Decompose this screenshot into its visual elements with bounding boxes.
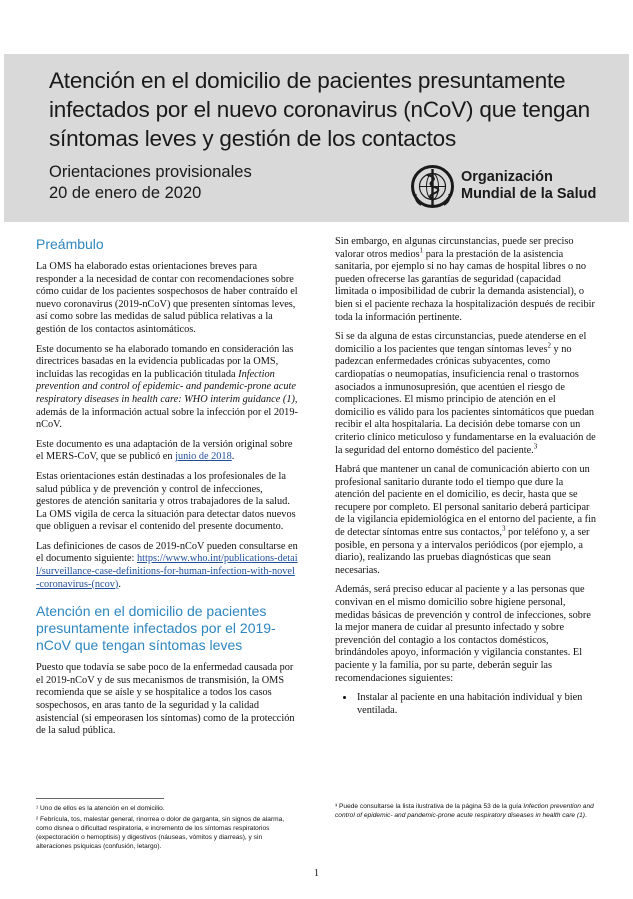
paragraph: Además, será preciso educar al paciente y a las personas que convivan en el mismo domicilio sobre higiene personal, medidas básicas de prevención y control de infecciones, sobre la mejor manera de cuidar al presunto infectado y sobre prevención del contagio a los contactos domésticos, brindándoles apoyo, información y vigilancia constantes. El paciente y la familia, por su parte, deberán seguir las recomendaciones siguientes: xyxy=(335,584,591,684)
paragraph: Las definiciones de casos de 2019-nCoV pueden consultarse en el documento siguiente: https://www.who.int/publications-detail/surveillance-case-definitions-for-human-infection-with-novel-coronavirus-(ncov). xyxy=(36,540,298,590)
paragraph: Sin embargo, en algunas circunstancias, puede ser preciso valorar otros medios$^1$ para la prestación de la asistencia sanitaria, por ejemplo si no hay camas de hospital libres o no pueden ofrecerse las garantías de seguridad (capacidad limitada o imposibilidad de cubrir la demanda asistencial), o bien si el paciente rechaza la hospitalización después de recibir toda la información pertinente. xyxy=(335,236,595,323)
footnote-2: ² Febrícula, tos, malestar general, rinorrea o dolor de garganta, sin signos de alarma, como disnea o dificultad respiratoria, e incremento de los síntomas respiratorios (expectoración o hemoptisis) y digestivos (náuseas, vómitos y diarreas), y sin alteraciones psíquicas (confusión, letargo). xyxy=(36,815,285,850)
page-number: 1 xyxy=(314,868,319,879)
left-column xyxy=(36,236,298,745)
document-header xyxy=(4,54,629,222)
paragraph: Habrá que mantener un canal de comunicación abierto con un profesional sanitario durante todo el tiempo que dure la atención del paciente en el domicilio, es decir, hasta que se recupere por completo. El personal sanitario deberá participar de la vigilancia epidemiológica en el entorno del paciente, a fin de detectar síntomas entre sus contactos,$^3$ por teléfono y, a ser posible, en persona y a intervalos periódicos (por ejemplo, a diario), realizando las pruebas diagnósticas que sean necesarias. xyxy=(335,464,597,576)
paragraph: La OMS ha elaborado estas orientaciones breves para responder a la necesidad de contar con recomendaciones sobre cómo cuidar de los pacientes sospechosos de haber contraído el nuevo coronavirus (2019-nCoV) que presenten síntomas leves, así como sobre las medidas de salud pública relativas a la gestión de los contactos asintomáticos. xyxy=(36,261,298,335)
paragraph: Estas orientaciones están destinadas a los profesionales de la salud pública y de prevención y control de infecciones, gestores de atención sanitaria y otros trabajadores de la salud. La OMS vigila de cerca la situación para detectar datos nuevos que obliguen a revisar el contenido del presente documento. xyxy=(36,470,296,533)
footnote-divider-left xyxy=(36,798,164,799)
subtitle-guidance: Orientaciones provisionales xyxy=(49,163,252,181)
link-june-2018[interactable]: junio de 2018 xyxy=(175,451,232,463)
recommendations-list xyxy=(335,692,597,717)
paragraph: Puesto que todavía se sabe poco de la enfermedad causada por el 2019-nCoV y de sus mecanismos de transmisión, la OMS recomienda que se aísle y se hospitalice a todos los casos sospechosos, en aras tanto de la seguridad y la calidad asistencial (si empeorasen los síntomas) como de la protección de la salud pública. xyxy=(36,662,295,737)
section-heading-home-care: Atención en el domicilio de pacientes presuntamente infectados por el 2019-nCoV que tengan síntomas leves xyxy=(36,603,276,654)
section-heading-preambulo: Preámbulo xyxy=(36,236,104,252)
footnotes-left xyxy=(36,805,298,854)
footnotes-right xyxy=(335,803,597,823)
document-subtitle xyxy=(49,162,252,204)
paragraph: Este documento es una adaptación de la versión original sobre el MERS-CoV, que se publicó en junio de 2018. xyxy=(36,438,293,463)
link-case-definitions[interactable]: https://www.who.int/publications-detail/surveillance-case-definitions-for-human-infection-with-novel-coronavirus-(ncov) xyxy=(36,553,298,590)
list-item: • Instalar al paciente en una habitación individual y bien ventilada. xyxy=(355,692,597,717)
who-emblem-icon xyxy=(410,164,455,209)
paragraph: Este documento se ha elaborado tomando en consideración las directrices basadas en la evidencia publicadas por la OMS, incluidas las recogidas en la publicación titulada Infection prevention and control of epidemic- and pandemic-prone acute respiratory diseases in health care: WHO interim guidance (1), además de la información actual sobre la infección por el 2019-nCoV. xyxy=(36,343,298,431)
footnote-3: ³ Puede consultarse la lista ilustrativa de la página 53 de la guía Infection prevention and control of epidemic- and pandemic-prone acute respiratory diseases in health care (1). xyxy=(335,803,594,819)
footnote-1: ¹ Uno de ellos es la atención en el domicilio. xyxy=(36,805,165,812)
paragraph: Si se da alguna de estas circunstancias, puede atenderse en el domicilio a los pacientes que tengan síntomas leves$^2$ y no padezcan enfermedades crónicas subyacentes, como cardiopatías o neumopatías, insuficiencia renal o trastornos asociados a inmunosupresión, que acentúen el riesgo de complicaciones. El mismo principio de atención en el domicilio es válido para los pacientes sintomáticos que puedan recibir el alta hospitalaria. La decisión debe tomarse con un criterio clínico meticuloso y fundamentarse en la evaluación de la seguridad del entorno doméstico del paciente.$^3$ xyxy=(335,331,596,456)
who-organization-name: Organización Mundial de la Salud xyxy=(461,169,597,202)
subtitle-date: 20 de enero de 2020 xyxy=(49,184,202,202)
document-title: Atención en el domicilio de pacientes presuntamente infectados por el nuevo coronavirus (nCoV) que tengan síntomas leves y gestión de los contactos xyxy=(49,68,590,151)
right-column xyxy=(335,236,597,717)
